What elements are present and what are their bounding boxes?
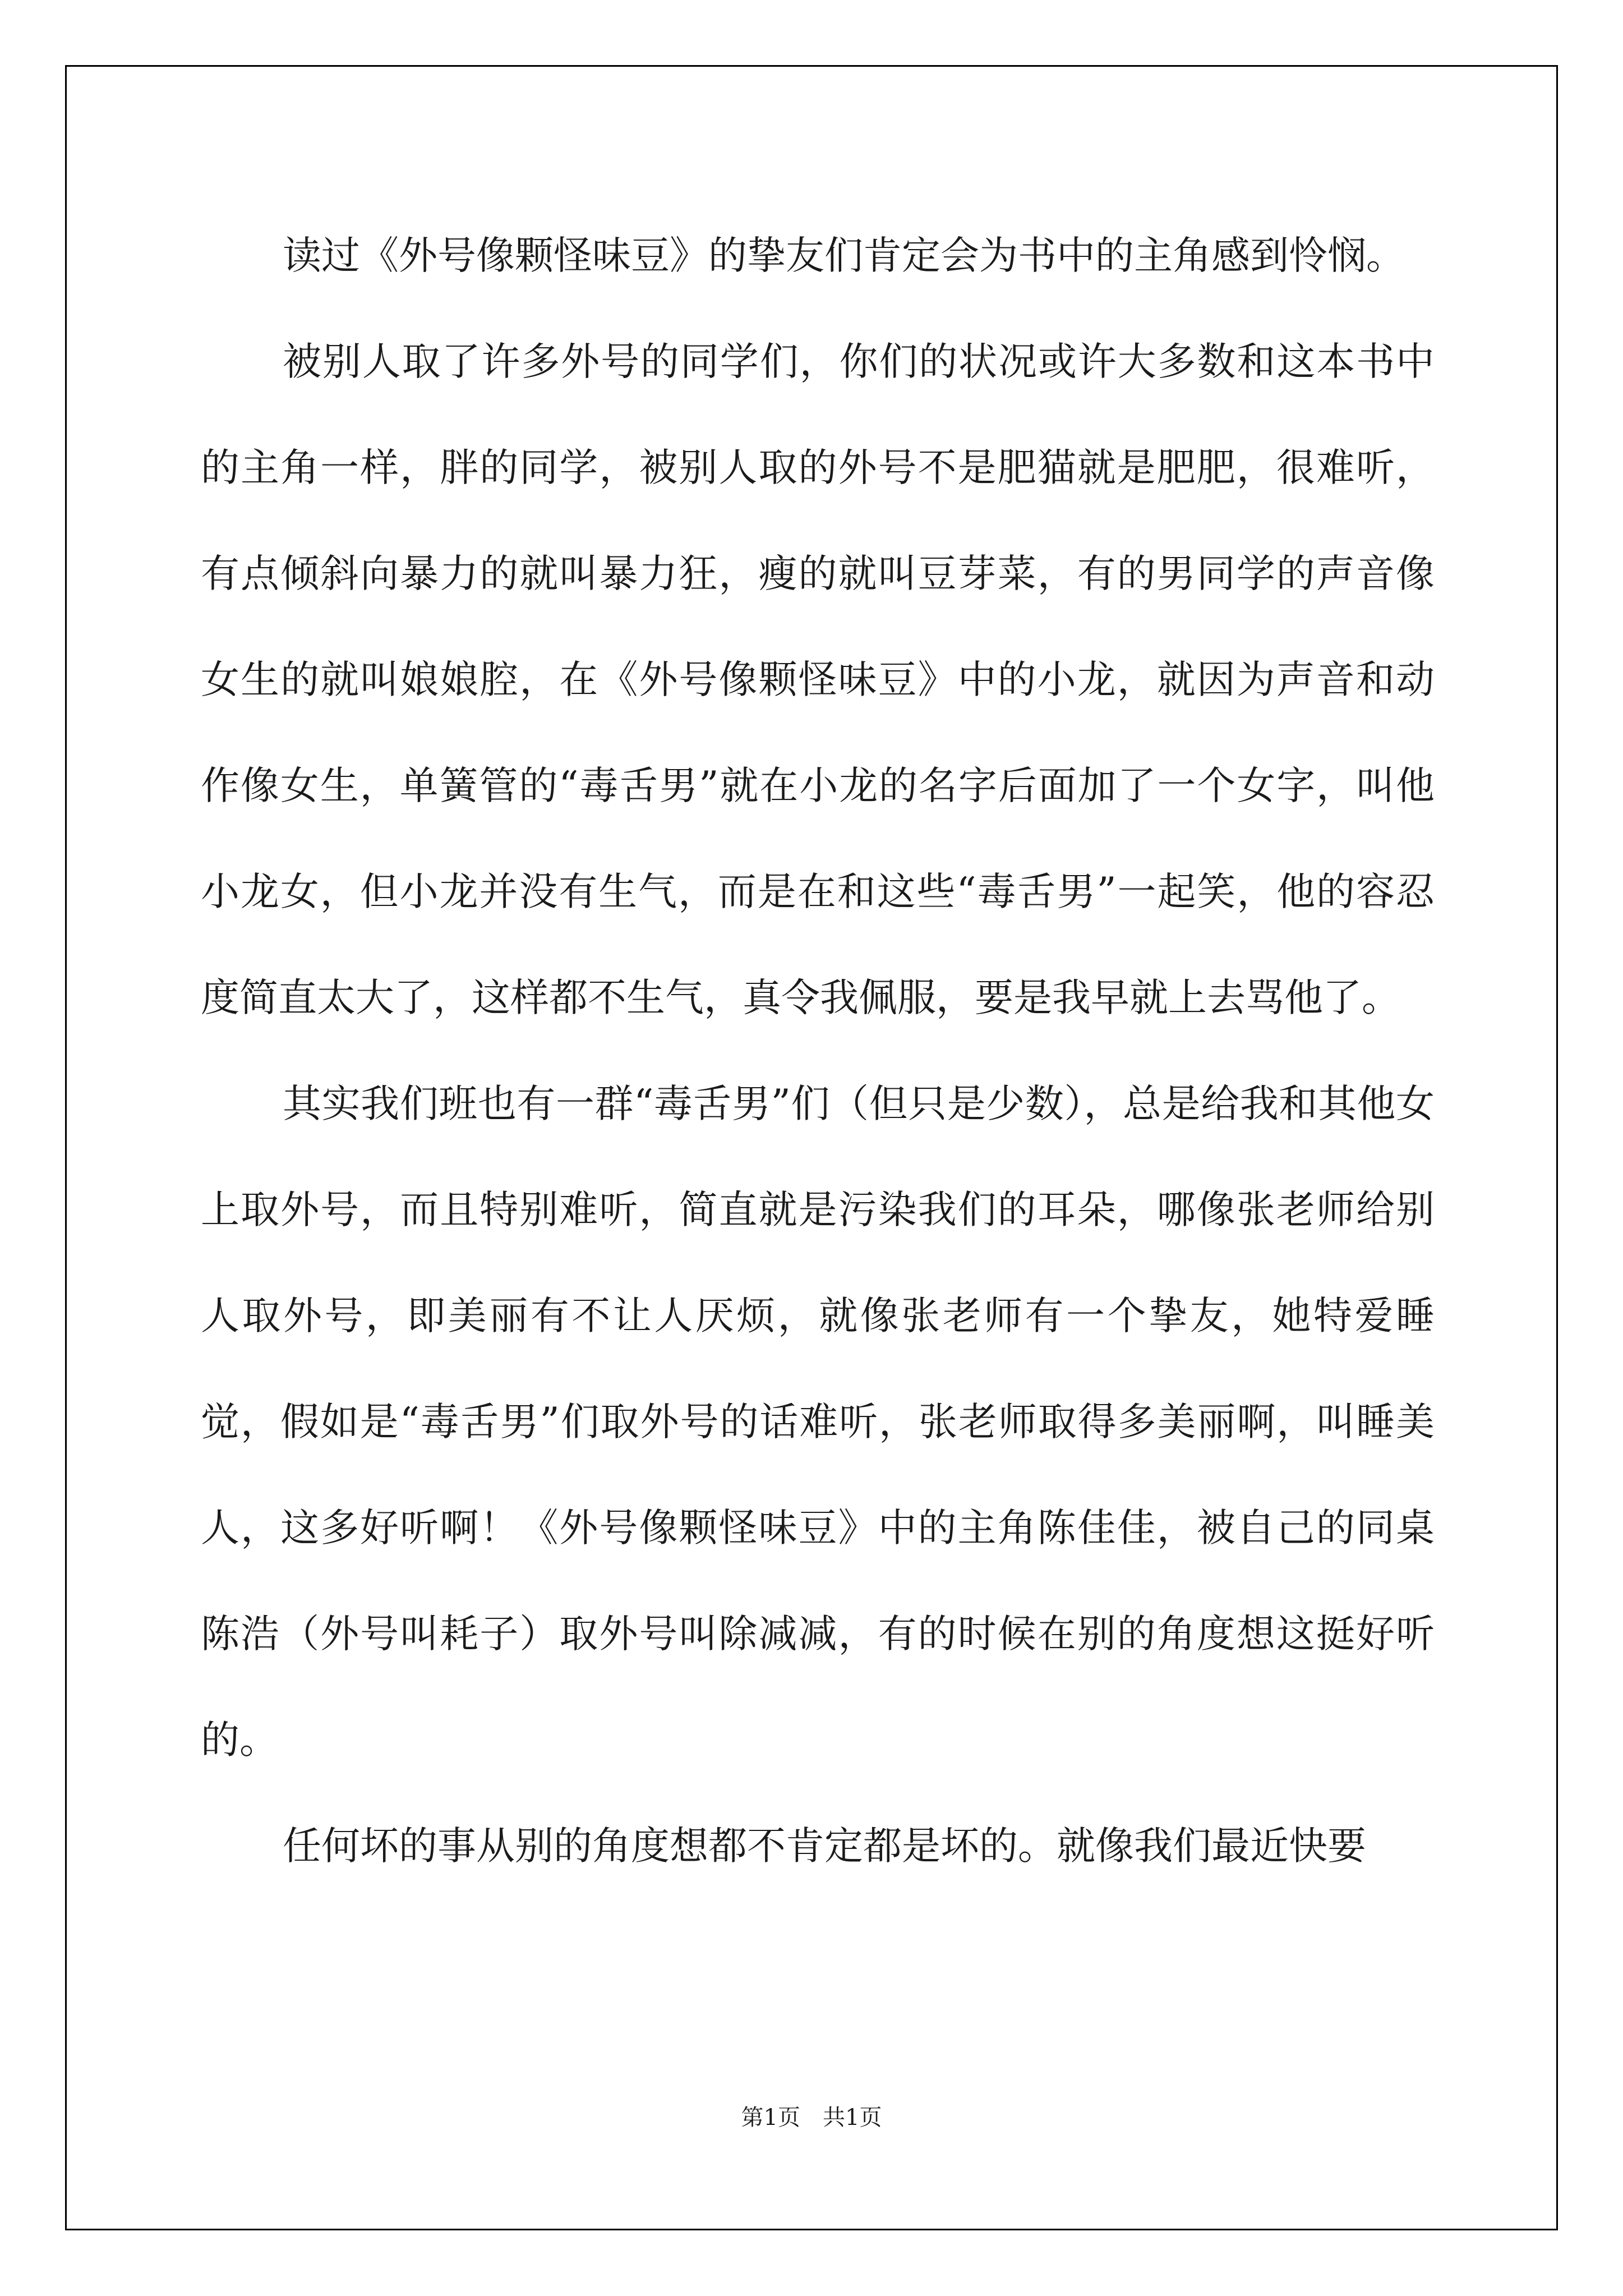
document-body — [201, 203, 1435, 1899]
paragraph: 任何坏的事从别的角度想都不肯定都是坏的。就像我们最近快要 — [283, 1824, 1366, 1869]
paragraph: 被别人取了许多外号的同学们，你们的状况或许大多数和这本书中的主角一样，胖的同学，被别人取的外号不是肥猫就是肥肥，很难听，有点倾斜向暴力的就叫暴力狂，瘦的就叫豆芽菜，有的男同学的声音像女生的就叫娘娘腔，在《外号像颗怪味豆》中的小龙，就因为声音和动作像女生，单簧管的“毒舌男”就在小龙的名字后面加了一个女字，叫他小龙女，但小龙并没有生气，而是在和这些“毒舌男”一起笑，他的容忍度简直太大了，这样都不生气，真令我佩服，要是我早就上去骂他了。 — [201, 339, 1435, 1020]
paragraph: 其实我们班也有一群“毒舌男”们（但只是少数），总是给我和其他女上取外号，而且特别难听，简直就是污染我们的耳朵，哪像张老师给别人取外号，即美丽有不让人厌烦，就像张老师有一个挚友，她特爱睡觉，假如是“毒舌男”们取外号的话难听，张老师取得多美丽啊，叫睡美人，这多好听啊！《外号像颗怪味豆》中的主角陈佳佳，被自己的同桌陈浩（外号叫耗子）取外号叫除减减，有的时候在别的角度想这挺好听的。 — [201, 1082, 1435, 1763]
page-footer: 第1页 共1页 — [741, 2105, 882, 2131]
paragraph: 读过《外号像颗怪味豆》的挚友们肯定会为书中的主角感到怜悯。 — [283, 233, 1405, 278]
